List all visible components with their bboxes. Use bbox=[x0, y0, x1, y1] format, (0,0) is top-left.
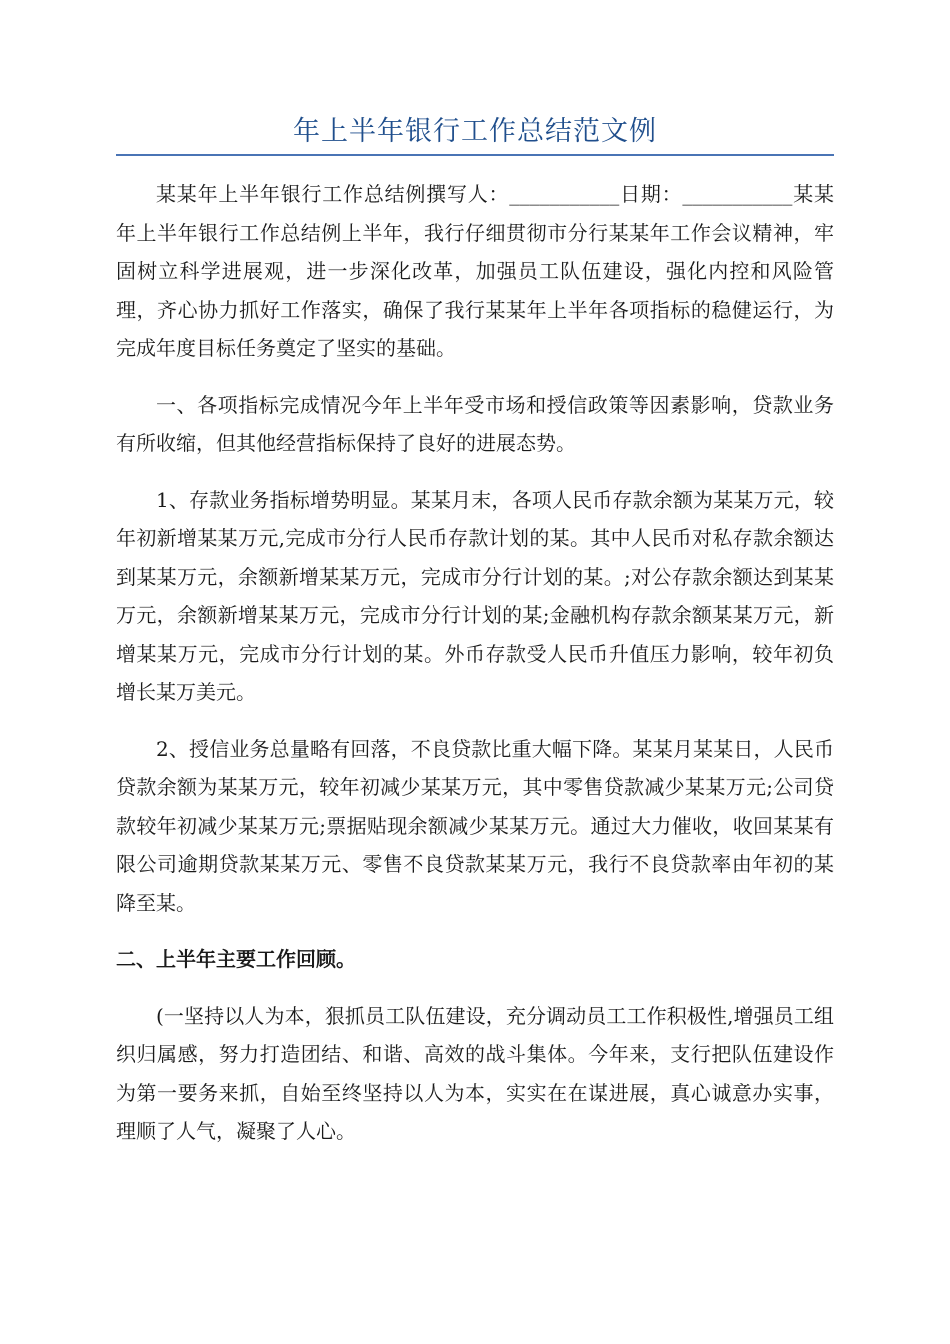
document-body bbox=[116, 175, 834, 1169]
paragraph-deposits: 1、存款业务指标增势明显。某某月末，各项人民币存款余额为某某万元，较年初新增某某万元,完成市分行人民币存款计划的某。其中人民币对私存款余额达到某某万元，余额新增某某万元，完成市分行计划的某。;对公存款余额达到某某万元，余额新增某某万元，完成市分行计划的某;金融机构存款余额某某万元，新增某某万元，完成市分行计划的某。外币存款受人民币升值压力影响，较年初负增长某万美元。 bbox=[116, 487, 834, 704]
paragraph-staff: (一坚持以人为本，狠抓员工队伍建设，充分调动员工工作积极性,增强员工组织归属感，努力打造团结、和谐、高效的战斗集体。今年来，支行把队伍建设作为第一要务来抓，自始至终坚持以人为本，实实在在谋进展，真心诚意办实事，理顺了人气，凝聚了人心。 bbox=[116, 1003, 834, 1143]
paragraph-credit: 2、授信业务总量略有回落，不良贷款比重大幅下降。某某月某某日，人民币贷款余额为某某万元，较年初减少某某万元，其中零售贷款减少某某万元;公司贷款较年初减少某某万元;票据贴现余额减少某某万元。通过大力催收，收回某某有限公司逾期贷款某某万元、零售不良贷款某某万元，我行不良贷款率由年初的某降至某。 bbox=[116, 736, 834, 915]
section-heading-2: 二、上半年主要工作回顾。 bbox=[116, 947, 356, 971]
paragraph-intro: 某某年上半年银行工作总结例撰写人：___________日期：___________某某年上半年银行工作总结例上半年，我行仔细贯彻市分行某某年工作会议精神，牢固树立科学进展观，进一步深化改革，加强员工队伍建设，强化内控和风险管理，齐心协力抓好工作落实，确保了我行某某年上半年各项指标的稳健运行，为完成年度目标任务奠定了坚实的基础。 bbox=[116, 182, 834, 360]
page-title: 年上半年银行工作总结范文例 bbox=[293, 116, 657, 147]
title-divider bbox=[116, 154, 834, 156]
paragraph-section-1: 一、各项指标完成情况今年上半年受市场和授信政策等因素影响，贷款业务有所收缩，但其他经营指标保持了良好的进展态势。 bbox=[116, 392, 834, 455]
